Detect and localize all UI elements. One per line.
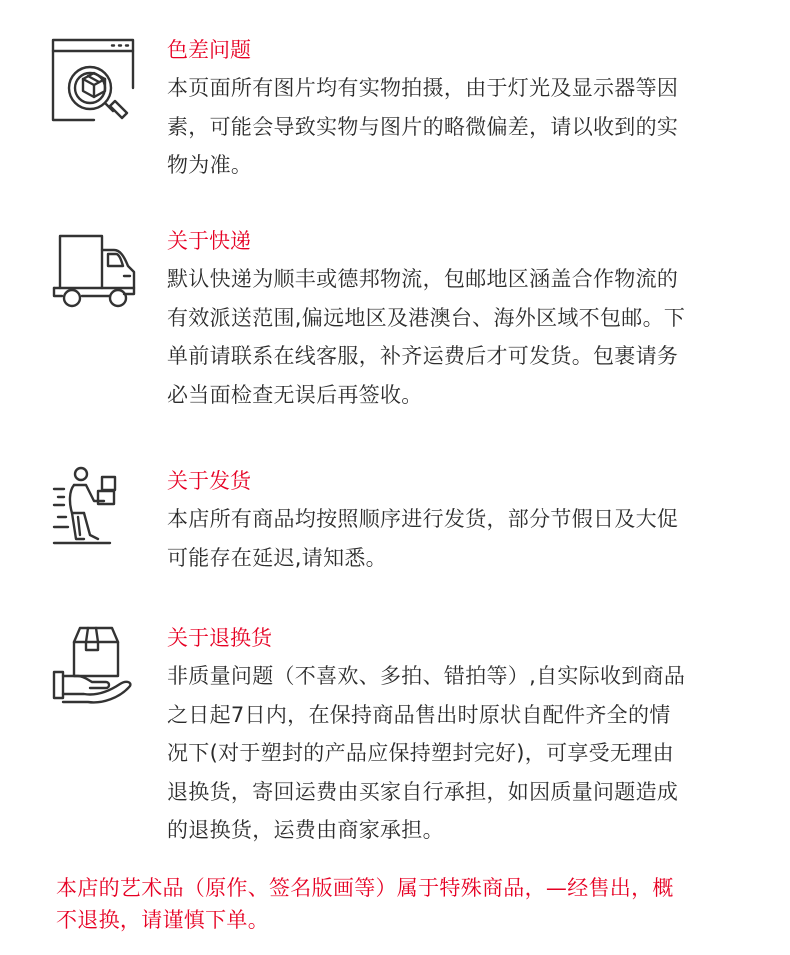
section-body: 非质量问题（不喜欢、多拍、错拍等）,自实际收到商品 之日起7日内，在保持商品售出时原状自配件齐全的情 况下(对于塑封的产品应保持塑封完好)，可享受无理由 退换货，寄回运费由买家自行承担，如因质量问题造成 的退换货，运费由商家承担。 <box>167 664 686 842</box>
courier-carrying-boxes-icon <box>50 465 136 551</box>
section-body: 本店所有商品均按照顺序进行发货，部分节假日及大促 可能存在延迟,请知悉。 <box>167 507 679 570</box>
delivery-truck-icon <box>50 226 136 312</box>
section-title: 色差问题 <box>167 38 251 62</box>
section-title: 关于退换货 <box>167 626 272 650</box>
color-difference-icon <box>50 36 136 122</box>
section-body: 默认快递为顺丰或德邦物流，包邮地区涵盖合作物流的 有效派送范围,偏远地区及港澳台、海外区域不包邮。下 单前请联系在线客服，补齐运费后才可发货。包裹请务 必当面检查无误后再签收。 <box>167 267 686 407</box>
section-title: 关于快递 <box>167 229 251 253</box>
hand-holding-box-icon <box>50 622 136 708</box>
section-title: 关于发货 <box>167 469 251 493</box>
art-no-return-notice: 本店的艺术品（原作、签名版画等）属于特殊商品，—经售出，概 不退换，请谨慎下单。 <box>56 876 674 932</box>
section-body: 本页面所有图片均有实物拍摄，由于灯光及显示器等因 素，可能会导致实物与图片的略微偏差，请以收到的实 物为准。 <box>167 76 679 177</box>
